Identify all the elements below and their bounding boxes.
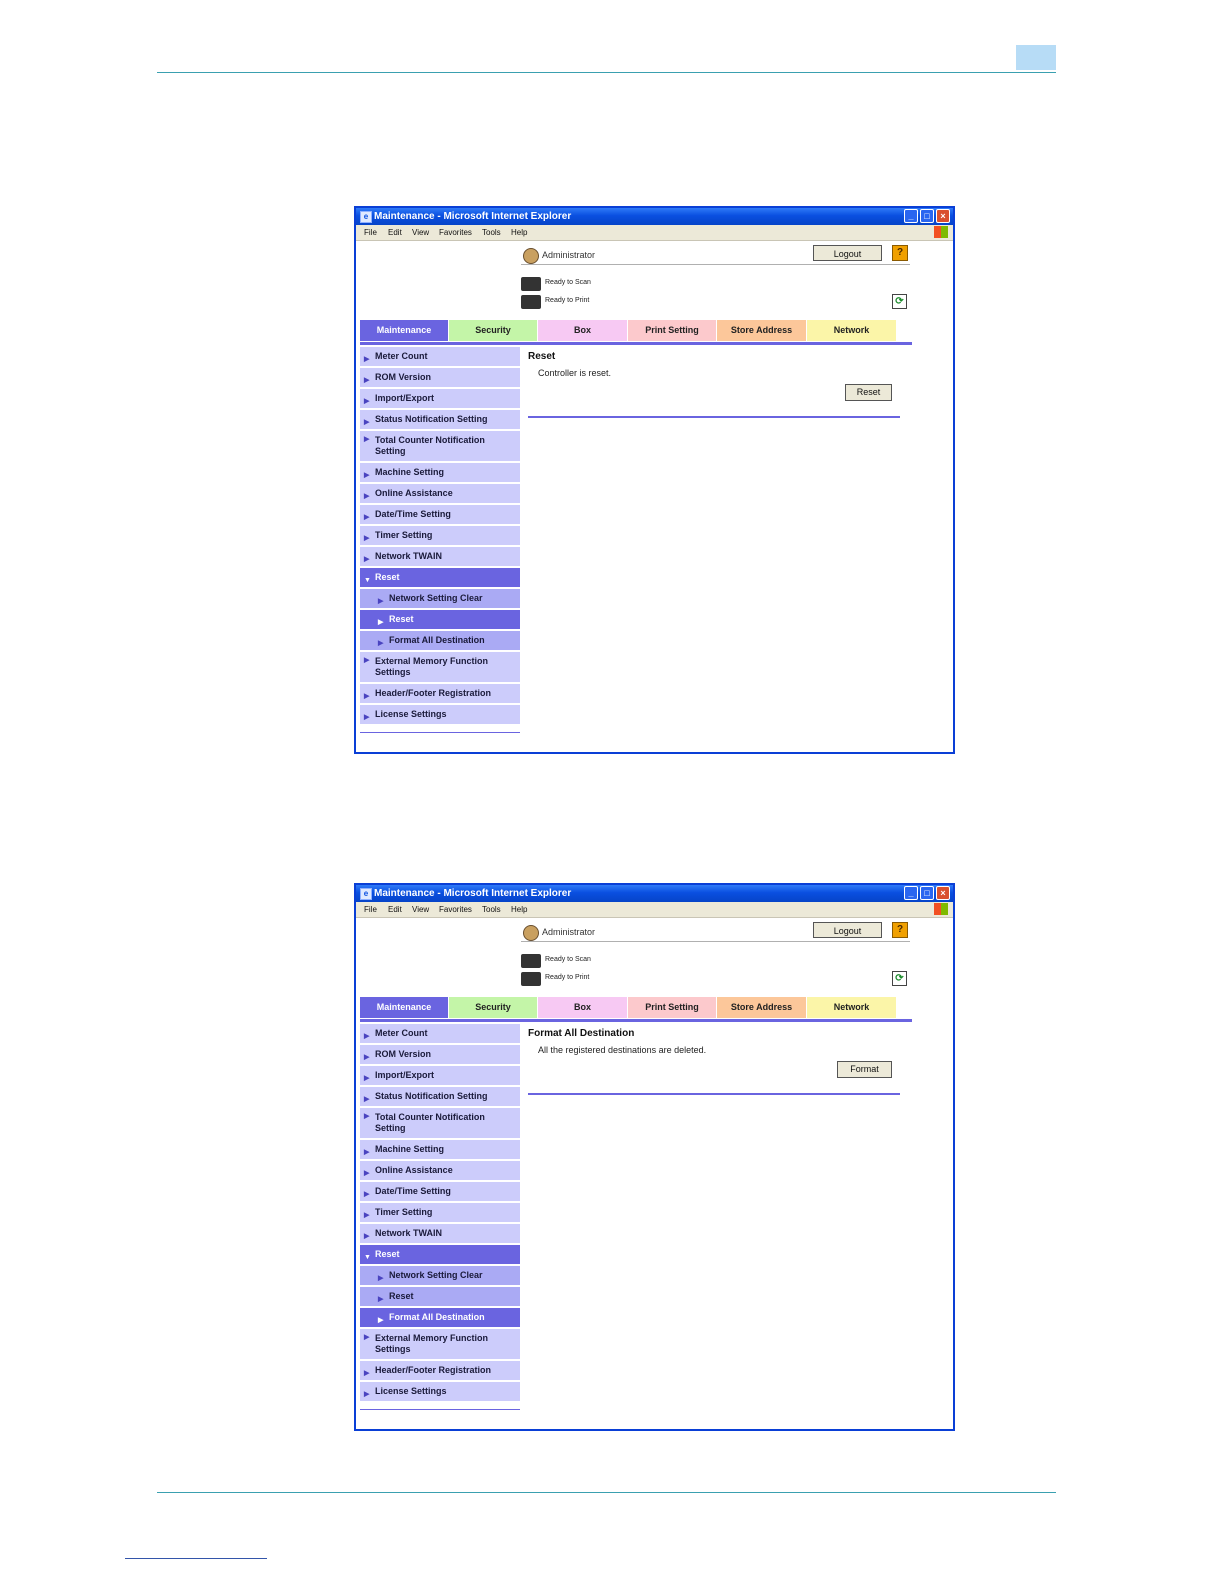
page-title: Reset: [528, 351, 556, 362]
close-icon[interactable]: ×: [936, 209, 950, 223]
user-name: Administrator: [542, 250, 596, 260]
help-icon[interactable]: ?: [892, 922, 908, 938]
sidebar-item-label: Header/Footer Registration: [375, 688, 492, 698]
menu-edit[interactable]: Edit: [388, 905, 402, 914]
sidebar-subitem-network-setting-clear[interactable]: [360, 589, 520, 608]
sidebar-item-label: License Settings: [375, 1386, 447, 1396]
sidebar-item-label: Timer Setting: [375, 1207, 433, 1217]
menu-tools[interactable]: Tools: [482, 228, 501, 237]
sidebar-item-rom-version[interactable]: [360, 1045, 520, 1064]
sidebar-item-label: Format All Destination: [389, 635, 485, 645]
tab-print-setting[interactable]: Print Setting: [628, 997, 716, 1018]
arrow-right-icon: ▶: [364, 657, 370, 664]
sidebar-item-import-export[interactable]: [360, 389, 520, 408]
arrow-right-icon: ▶: [364, 1075, 370, 1082]
sidebar-item-date-time[interactable]: [360, 1182, 520, 1201]
maximize-icon[interactable]: □: [920, 886, 934, 900]
arrow-right-icon: ▶: [364, 1054, 370, 1061]
sidebar-subitem-format-all-destination[interactable]: [360, 1308, 520, 1327]
print-status: Ready to Print: [545, 297, 590, 304]
arrow-right-icon: ▶: [364, 1334, 370, 1341]
sidebar-item-label: External Memory Function Settings: [375, 1333, 489, 1354]
title-bar: [356, 208, 953, 225]
sidebar-item-label: Status Notification Setting: [375, 414, 488, 424]
scan-status: Ready to Scan: [545, 956, 591, 963]
page-description: All the registered destinations are deleted.: [538, 1045, 707, 1055]
page-title: Format All Destination: [528, 1028, 635, 1039]
arrow-right-icon: ▶: [364, 1391, 370, 1398]
sidebar-item-rom-version[interactable]: [360, 368, 520, 387]
ie-icon: e: [360, 888, 372, 900]
arrow-right-icon: ▶: [378, 640, 384, 647]
user-name: Administrator: [542, 927, 596, 937]
tab-store-address[interactable]: Store Address: [717, 320, 806, 341]
tab-maintenance[interactable]: Maintenance: [360, 320, 448, 341]
content-rule: [528, 416, 900, 418]
menu-favorites[interactable]: Favorites: [439, 905, 472, 914]
sidebar-subitem-format-all-destination[interactable]: [360, 631, 520, 650]
sidebar-item-total-counter-notification[interactable]: [360, 1108, 520, 1138]
sidebar-item-label: Import/Export: [375, 393, 435, 403]
arrow-right-icon: ▶: [364, 1233, 370, 1240]
menu-help[interactable]: Help: [511, 905, 528, 914]
arrow-right-icon: ▶: [364, 472, 370, 479]
sidebar-item-label: Import/Export: [375, 1070, 435, 1080]
sidebar-item-reset-group[interactable]: [360, 1245, 520, 1264]
sidebar-item-label: Total Counter Notification Setting: [375, 435, 485, 456]
sidebar-item-label: Online Assistance: [375, 1165, 453, 1175]
arrow-right-icon: ▶: [364, 1170, 370, 1177]
sidebar-item-label: Network Setting Clear: [389, 593, 483, 603]
sidebar-item-label: Meter Count: [375, 351, 428, 361]
title-bar: [356, 885, 953, 902]
arrow-right-icon: ▶: [378, 619, 384, 626]
scanner-icon: [521, 277, 541, 291]
sidebar-item-label: Machine Setting: [375, 467, 445, 477]
tab-bar: [360, 320, 914, 342]
close-icon[interactable]: ×: [936, 886, 950, 900]
arrow-right-icon: ▶: [364, 514, 370, 521]
print-status: Ready to Print: [545, 974, 590, 981]
sidebar-item-license-settings[interactable]: [360, 1382, 520, 1401]
sidebar-bottom-rule: [360, 732, 520, 733]
sidebar-item-external-memory[interactable]: [360, 1329, 520, 1359]
tab-box[interactable]: Box: [538, 997, 627, 1018]
sidebar-item-label: Network Setting Clear: [389, 1270, 483, 1280]
tab-box[interactable]: Box: [538, 320, 627, 341]
menu-tools[interactable]: Tools: [482, 905, 501, 914]
sidebar-subitem-network-setting-clear[interactable]: [360, 1266, 520, 1285]
logout-button[interactable]: Logout: [813, 245, 882, 261]
arrow-right-icon: ▶: [364, 1033, 370, 1040]
windows-logo-icon: [934, 226, 948, 238]
tab-security[interactable]: Security: [449, 997, 537, 1018]
arrow-right-icon: ▶: [364, 398, 370, 405]
printer-icon: [521, 295, 541, 309]
sidebar-item-header-footer[interactable]: [360, 684, 520, 703]
arrow-right-icon: ▶: [364, 1149, 370, 1156]
sidebar-item-label: Timer Setting: [375, 530, 433, 540]
logout-button[interactable]: Logout: [813, 922, 882, 938]
arrow-right-icon: ▶: [364, 714, 370, 721]
arrow-right-icon: ▶: [364, 419, 370, 426]
arrow-right-icon: ▶: [364, 1096, 370, 1103]
arrow-right-icon: ▶: [364, 535, 370, 542]
sidebar-item-date-time[interactable]: [360, 505, 520, 524]
tab-network[interactable]: Network: [807, 997, 896, 1018]
sidebar-item-label: Meter Count: [375, 1028, 428, 1038]
refresh-icon[interactable]: ⟳: [892, 971, 907, 986]
arrow-down-icon: ▼: [364, 1254, 371, 1261]
sidebar-item-label: Reset: [375, 572, 400, 582]
arrow-right-icon: ▶: [364, 356, 370, 363]
sidebar-item-label: Header/Footer Registration: [375, 1365, 492, 1375]
bottom-rule: [157, 1492, 1056, 1493]
tab-maintenance[interactable]: Maintenance: [360, 997, 448, 1018]
help-icon[interactable]: ?: [892, 245, 908, 261]
sidebar-item-label: Total Counter Notification Setting: [375, 1112, 485, 1133]
footer-underline: [125, 1558, 267, 1559]
top-rule: [157, 72, 1056, 73]
sidebar-item-reset-group[interactable]: [360, 568, 520, 587]
sidebar-item-label: Status Notification Setting: [375, 1091, 488, 1101]
header-rule: [521, 264, 910, 265]
sidebar-item-label: Online Assistance: [375, 488, 453, 498]
sidebar-item-label: ROM Version: [375, 372, 432, 382]
scan-status: Ready to Scan: [545, 279, 591, 286]
tab-security[interactable]: Security: [449, 320, 537, 341]
arrow-right-icon: ▶: [378, 598, 384, 605]
tab-store-address[interactable]: Store Address: [717, 997, 806, 1018]
sidebar-item-online-assistance[interactable]: [360, 1161, 520, 1180]
menu-view[interactable]: View: [412, 228, 430, 237]
tab-underline: [360, 342, 912, 345]
tab-print-setting[interactable]: Print Setting: [628, 320, 716, 341]
arrow-down-icon: ▼: [364, 577, 371, 584]
sidebar-item-label: Reset: [389, 1291, 414, 1301]
sidebar-subitem-reset[interactable]: [360, 1287, 520, 1306]
menu-bar: [356, 902, 953, 918]
scanner-icon: [521, 954, 541, 968]
browser-window-reset: [354, 206, 955, 754]
arrow-right-icon: ▶: [364, 377, 370, 384]
tab-bar: [360, 997, 914, 1019]
sidebar-item-meter-count[interactable]: [360, 347, 520, 366]
header-rule: [521, 941, 910, 942]
sidebar-item-label: Reset: [375, 1249, 400, 1259]
sidebar-item-label: Network TWAIN: [375, 1228, 443, 1238]
windows-logo-icon: [934, 903, 948, 915]
format-button[interactable]: Format: [837, 1061, 892, 1078]
maximize-icon[interactable]: □: [920, 209, 934, 223]
sidebar-item-network-twain[interactable]: [360, 547, 520, 566]
arrow-right-icon: ▶: [364, 436, 370, 443]
sidebar-item-label: Format All Destination: [389, 1312, 485, 1322]
sidebar-item-label: Date/Time Setting: [375, 509, 451, 519]
arrow-right-icon: ▶: [364, 1370, 370, 1377]
arrow-right-icon: ▶: [364, 1212, 370, 1219]
sidebar-item-label: Reset: [389, 614, 414, 624]
arrow-right-icon: ▶: [364, 1113, 370, 1120]
sidebar-item-online-assistance[interactable]: [360, 484, 520, 503]
menu-edit[interactable]: Edit: [388, 228, 402, 237]
menu-file[interactable]: File: [364, 905, 377, 914]
sidebar-item-network-twain[interactable]: [360, 1224, 520, 1243]
sidebar-item-header-footer[interactable]: [360, 1361, 520, 1380]
tab-underline: [360, 1019, 912, 1022]
sidebar-bottom-rule: [360, 1409, 520, 1410]
tab-network[interactable]: Network: [807, 320, 896, 341]
sidebar-item-external-memory[interactable]: [360, 652, 520, 682]
minimize-icon[interactable]: _: [904, 886, 918, 900]
sidebar-item-label: Network TWAIN: [375, 551, 443, 561]
sidebar-item-machine-setting[interactable]: [360, 1140, 520, 1159]
sidebar-item-license-settings[interactable]: [360, 705, 520, 724]
menu-view[interactable]: View: [412, 905, 430, 914]
minimize-icon[interactable]: _: [904, 209, 918, 223]
window-title: Maintenance - Microsoft Internet Explorer: [374, 888, 572, 899]
sidebar-item-status-notification[interactable]: [360, 410, 520, 429]
sidebar-item-machine-setting[interactable]: [360, 463, 520, 482]
menu-file[interactable]: File: [364, 228, 377, 237]
content-rule: [528, 1093, 900, 1095]
reset-button[interactable]: Reset: [845, 384, 892, 401]
arrow-right-icon: ▶: [378, 1317, 384, 1324]
sidebar-item-total-counter-notification[interactable]: [360, 431, 520, 461]
menu-help[interactable]: Help: [511, 228, 528, 237]
sidebar-item-label: Date/Time Setting: [375, 1186, 451, 1196]
sidebar-item-meter-count[interactable]: [360, 1024, 520, 1043]
menu-bar: [356, 225, 953, 241]
page-corner-tab: [1016, 45, 1056, 70]
arrow-right-icon: ▶: [364, 693, 370, 700]
window-title: Maintenance - Microsoft Internet Explorer: [374, 211, 572, 222]
sidebar-item-label: ROM Version: [375, 1049, 432, 1059]
sidebar-item-status-notification[interactable]: [360, 1087, 520, 1106]
printer-icon: [521, 972, 541, 986]
arrow-right-icon: ▶: [364, 493, 370, 500]
sidebar-item-timer-setting[interactable]: [360, 526, 520, 545]
refresh-icon[interactable]: ⟳: [892, 294, 907, 309]
arrow-right-icon: ▶: [378, 1296, 384, 1303]
sidebar-item-import-export[interactable]: [360, 1066, 520, 1085]
sidebar-item-label: Machine Setting: [375, 1144, 445, 1154]
administrator-icon: [523, 248, 539, 264]
page-description: Controller is reset.: [538, 368, 612, 378]
ie-icon: e: [360, 211, 372, 223]
arrow-right-icon: ▶: [364, 1191, 370, 1198]
menu-favorites[interactable]: Favorites: [439, 228, 472, 237]
browser-window-format: [354, 883, 955, 1431]
sidebar-subitem-reset[interactable]: [360, 610, 520, 629]
sidebar-item-timer-setting[interactable]: [360, 1203, 520, 1222]
arrow-right-icon: ▶: [364, 556, 370, 563]
sidebar-item-label: External Memory Function Settings: [375, 656, 489, 677]
administrator-icon: [523, 925, 539, 941]
sidebar-item-label: License Settings: [375, 709, 447, 719]
arrow-right-icon: ▶: [378, 1275, 384, 1282]
